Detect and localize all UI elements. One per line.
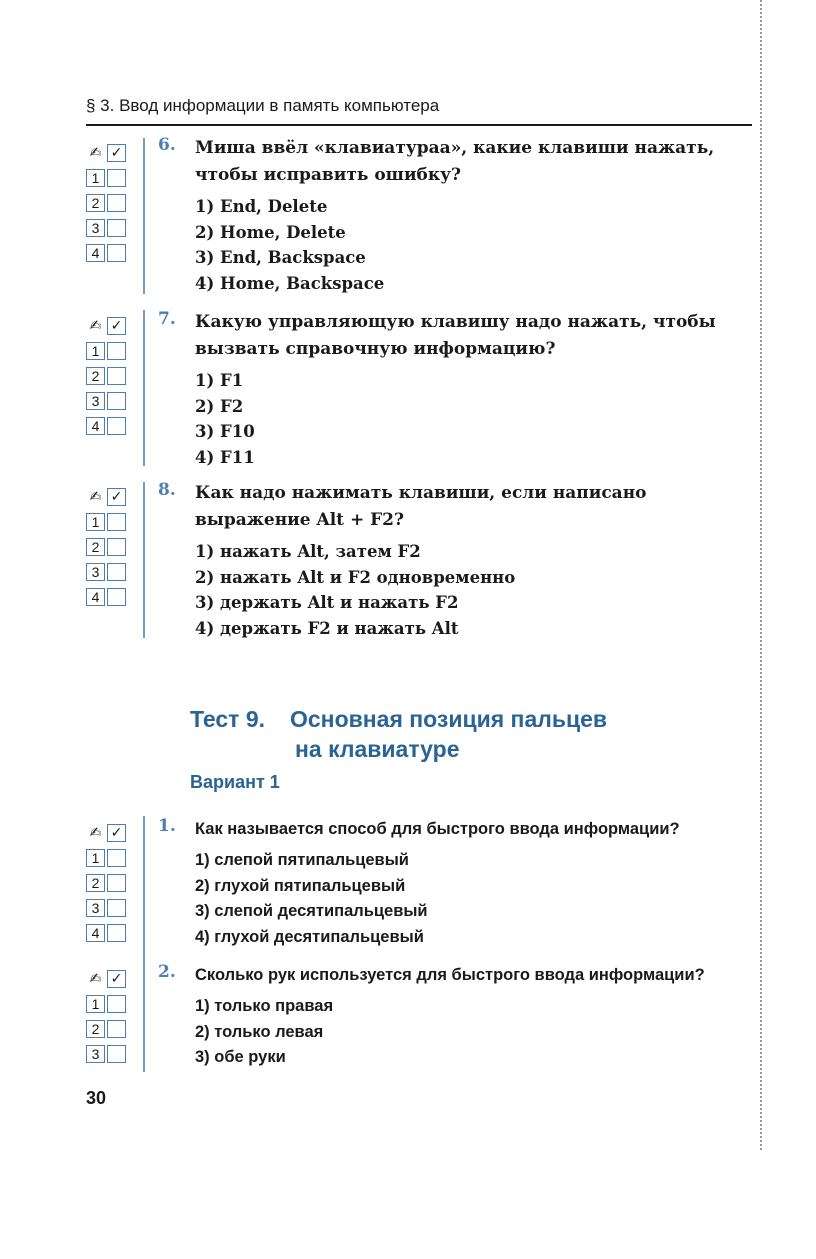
answer-option: 4) F11 bbox=[195, 447, 255, 467]
variant-heading: Вариант 1 bbox=[190, 772, 280, 792]
answer-checkbox[interactable] bbox=[107, 194, 126, 212]
question-number: 6. bbox=[158, 135, 176, 155]
question-text: Миша ввёл «клавиатураа», какие клавиши нажать, чтобы исправить ошибку? bbox=[195, 138, 715, 185]
check-icon: ✓ bbox=[107, 970, 126, 988]
test-label: Тест 9. bbox=[190, 706, 266, 732]
question-divider-line bbox=[143, 482, 145, 638]
answer-checkbox[interactable] bbox=[107, 1020, 126, 1038]
answer-option: 3) слепой десятипальцевый bbox=[195, 902, 428, 920]
test-title-line1: Основная позиция пальцев bbox=[290, 706, 608, 732]
answer-checkbox[interactable] bbox=[107, 417, 126, 435]
answer-option: 2) нажать Alt и F2 одновременно bbox=[195, 567, 516, 587]
answer-option: 4) Home, Backspace bbox=[195, 273, 385, 293]
answer-option: 2) глухой пятипальцевый bbox=[195, 876, 406, 895]
answer-checkbox[interactable] bbox=[107, 513, 126, 531]
question-8 bbox=[158, 480, 758, 641]
answer-checkbox[interactable] bbox=[107, 924, 126, 942]
answer-option: 1) F1 bbox=[195, 371, 244, 390]
answer-box-q8: ✍ ✓ 1 2 3 4 bbox=[86, 484, 134, 609]
answer-box-q7: ✍ ✓ 1 2 3 4 bbox=[86, 313, 134, 438]
answer-box-b1: ✍ ✓ 1 2 3 4 bbox=[86, 820, 134, 945]
answer-checkbox[interactable] bbox=[107, 169, 126, 187]
answer-option: 3) обе руки bbox=[195, 1048, 286, 1066]
question-number: 7. bbox=[158, 309, 176, 329]
question-number: 2. bbox=[158, 962, 176, 982]
answer-option: 3) держать Alt и нажать F2 bbox=[195, 593, 459, 612]
check-icon: ✓ bbox=[107, 317, 126, 335]
question-6 bbox=[158, 135, 758, 296]
answer-option: 2) F2 bbox=[195, 396, 244, 416]
question-divider-line bbox=[143, 310, 145, 466]
answer-option: 4) глухой десятипальцевый bbox=[195, 927, 424, 946]
answer-checkbox[interactable] bbox=[107, 995, 126, 1013]
pencil-icon: ✍ bbox=[89, 144, 102, 160]
check-icon: ✓ bbox=[107, 824, 126, 842]
pencil-icon: ✍ bbox=[89, 317, 102, 333]
answer-checkbox[interactable] bbox=[107, 899, 126, 917]
answer-checkbox[interactable] bbox=[107, 1045, 126, 1063]
page-edge-dotted-line bbox=[760, 0, 762, 1150]
test-heading bbox=[190, 704, 607, 764]
answer-checkbox[interactable] bbox=[107, 219, 126, 237]
answer-option: 1) End, Delete bbox=[195, 197, 328, 216]
check-icon: ✓ bbox=[107, 144, 126, 162]
header-rule bbox=[86, 124, 752, 126]
answer-option: 1) только правая bbox=[195, 997, 334, 1015]
answer-box-b2: ✍ ✓ 1 2 3 bbox=[86, 966, 134, 1066]
check-icon: ✓ bbox=[107, 488, 126, 506]
answer-option: 1) нажать Alt, затем F2 bbox=[195, 542, 421, 561]
answer-checkbox[interactable] bbox=[107, 849, 126, 867]
answer-option: 1) слепой пятипальцевый bbox=[195, 851, 409, 869]
question-b1 bbox=[158, 816, 758, 950]
question-divider-line bbox=[143, 138, 145, 294]
answer-box-q6: ✍ ✓ 1 2 3 4 bbox=[86, 140, 134, 265]
answer-option: 2) только левая bbox=[195, 1022, 324, 1041]
answer-checkbox[interactable] bbox=[107, 244, 126, 262]
answer-checkbox[interactable] bbox=[107, 538, 126, 556]
question-text: Сколько рук используется для быстрого ввода информации? bbox=[195, 966, 705, 984]
question-number: 1. bbox=[158, 816, 176, 836]
answer-checkbox[interactable] bbox=[107, 874, 126, 892]
answer-option: 3) End, Backspace bbox=[195, 248, 366, 267]
answer-option: 2) Home, Delete bbox=[195, 222, 346, 242]
answer-checkbox[interactable] bbox=[107, 367, 126, 385]
question-text: Как надо нажимать клавиши, если написано выражение Alt + F2? bbox=[195, 483, 647, 530]
page-number: 30 bbox=[86, 1088, 107, 1108]
answer-option: 3) F10 bbox=[195, 422, 255, 441]
answer-checkbox[interactable] bbox=[107, 342, 126, 360]
answer-option: 4) держать F2 и нажать Alt bbox=[195, 618, 459, 638]
question-text: Какую управляющую клавишу надо нажать, чтобы вызвать справочную информацию? bbox=[195, 312, 716, 359]
answer-checkbox[interactable] bbox=[107, 563, 126, 581]
question-number: 8. bbox=[158, 480, 176, 500]
question-divider-line bbox=[143, 962, 145, 1072]
question-7 bbox=[158, 309, 758, 470]
answer-checkbox[interactable] bbox=[107, 392, 126, 410]
answer-checkbox[interactable] bbox=[107, 588, 126, 606]
section-title: § 3. Ввод информации в память компьютера bbox=[86, 96, 440, 115]
question-divider-line bbox=[143, 816, 145, 964]
pencil-icon: ✍ bbox=[89, 970, 102, 986]
question-text: Как называется способ для быстрого ввода информации? bbox=[195, 820, 680, 838]
pencil-icon: ✍ bbox=[89, 824, 102, 840]
pencil-icon: ✍ bbox=[89, 488, 102, 504]
question-b2 bbox=[158, 962, 758, 1071]
test-title-line2: на клавиатуре bbox=[295, 736, 460, 762]
running-header bbox=[86, 96, 752, 120]
